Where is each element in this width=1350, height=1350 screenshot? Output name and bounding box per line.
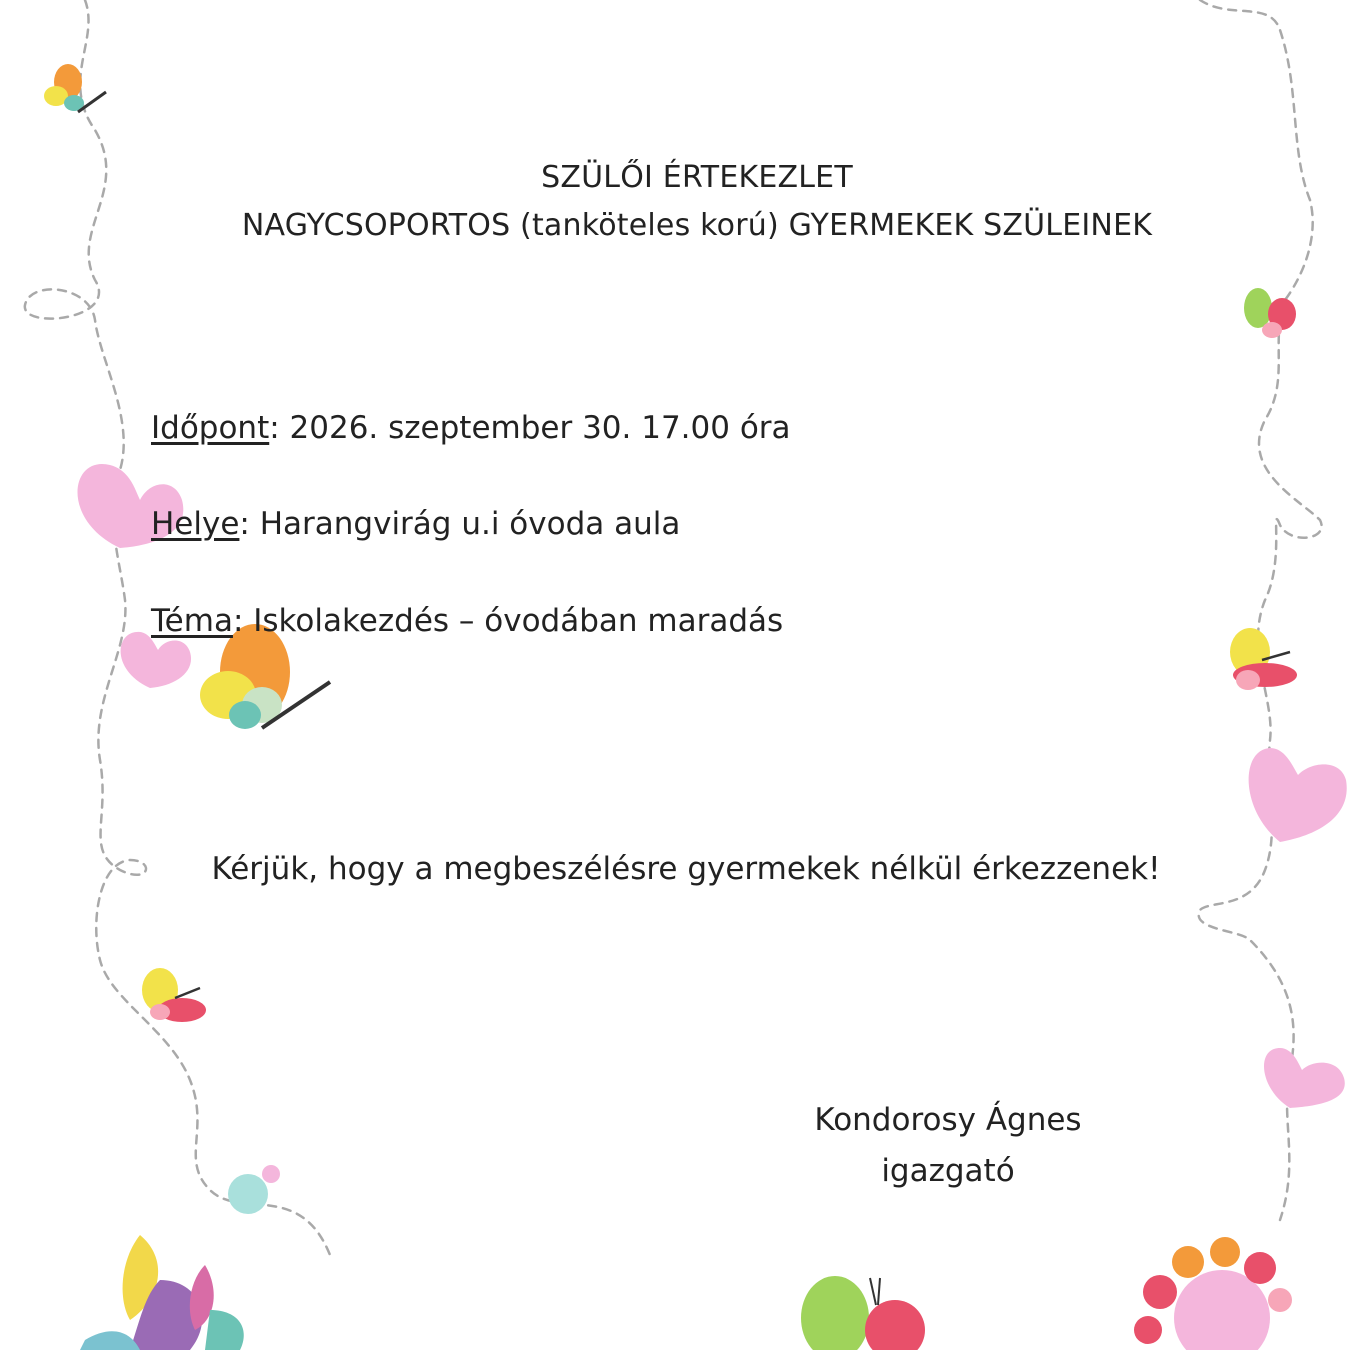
detail-topic-label: Téma <box>151 603 233 639</box>
detail-place-value: : Harangvirág u.i óvoda aula <box>239 506 681 542</box>
flower-icon <box>80 1235 244 1350</box>
detail-topic <box>151 603 783 639</box>
detail-time <box>151 410 791 446</box>
detail-time-value: : 2026. szeptember 30. 17.00 óra <box>269 410 791 446</box>
flower-icon <box>1134 1237 1292 1350</box>
butterfly-icon <box>801 1276 925 1350</box>
heart-icon <box>78 464 1347 1108</box>
detail-place-label: Helye <box>151 506 240 542</box>
notice-text: Kérjük, hogy a megbeszélésre gyermekek nélkül érkezzenek! <box>211 851 1161 887</box>
signature-name: Kondorosy Ágnes <box>814 1102 1082 1138</box>
butterfly-icon <box>1230 628 1297 690</box>
page-subtitle: NAGYCSOPORTOS (tanköteles korú) GYERMEKEK SZÜLEINEK <box>241 208 1153 243</box>
page-title: SZÜLŐI ÉRTEKEZLET <box>541 160 853 195</box>
detail-place <box>151 506 680 542</box>
signature-role: igazgató <box>881 1153 1015 1189</box>
butterfly-icon <box>200 624 330 729</box>
detail-time-label: Időpont <box>151 410 270 446</box>
butterfly-icon <box>142 968 206 1022</box>
detail-topic-value: : Iskolakezdés – óvodában maradás <box>232 603 784 639</box>
butterfly-icon <box>44 64 106 112</box>
